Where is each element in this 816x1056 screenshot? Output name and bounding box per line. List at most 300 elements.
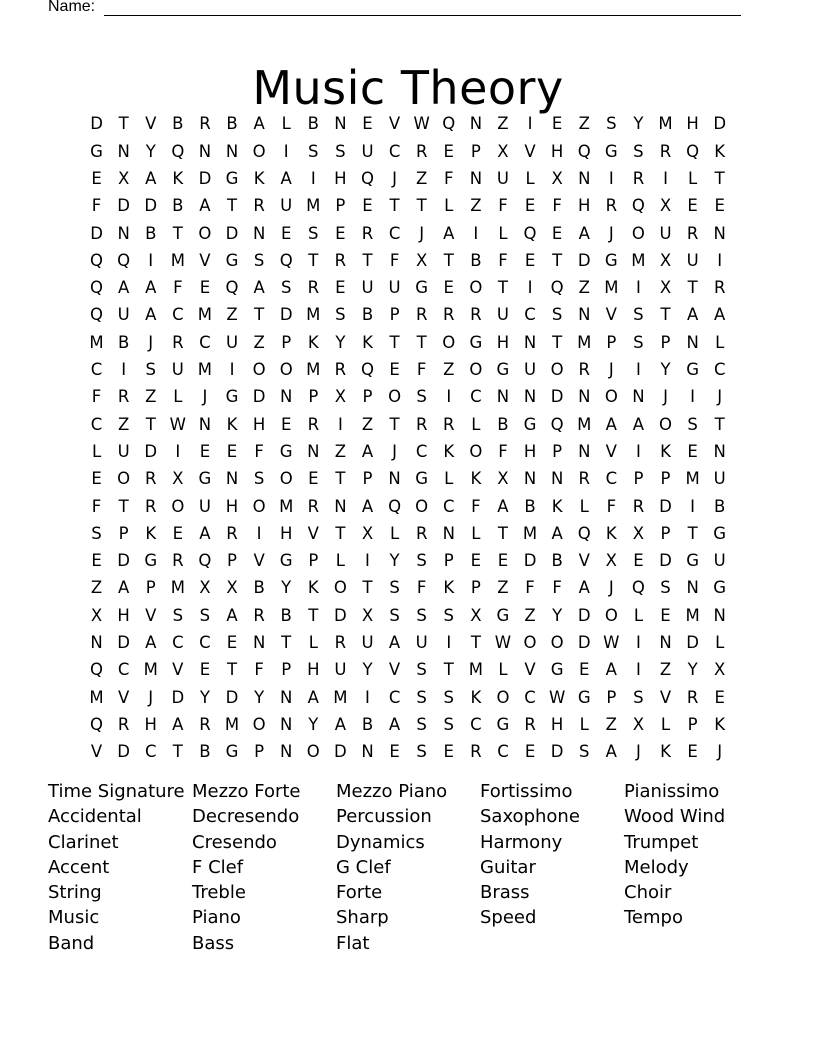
grid-row xyxy=(83,111,733,138)
word-bank-item: Sharp xyxy=(336,907,389,929)
grid-letter: P xyxy=(443,551,454,571)
grid-letter: F xyxy=(498,250,508,270)
grid-letter: R xyxy=(199,714,211,734)
grid-letter: O xyxy=(117,469,131,489)
grid-letter: C xyxy=(388,141,401,161)
grid-letter: Z xyxy=(659,660,672,680)
grid-letter: O xyxy=(306,742,320,762)
grid-letter: D xyxy=(577,605,591,625)
grid-letter: V xyxy=(388,660,401,680)
grid-letter: N xyxy=(578,387,591,407)
grid-letter: Z xyxy=(253,332,265,352)
grid-letter: Z xyxy=(226,305,238,325)
word-bank-item: Choir xyxy=(624,882,672,904)
grid-letter: Q xyxy=(577,141,591,161)
grid-letter: X xyxy=(416,250,428,270)
grid-letter: D xyxy=(225,223,239,243)
grid-letter: M xyxy=(197,305,213,325)
grid-letter: Q xyxy=(686,141,700,161)
grid-letter: U xyxy=(117,441,130,461)
word-bank-item: Dynamics xyxy=(336,831,425,853)
grid-letter: I xyxy=(148,250,154,270)
grid-letter: Y xyxy=(362,660,373,680)
grid-letter: E xyxy=(443,278,454,298)
grid-letter: X xyxy=(361,605,374,625)
grid-letter: I xyxy=(663,168,668,188)
grid-letter: N xyxy=(713,605,726,625)
grid-letter: L xyxy=(633,605,644,625)
grid-letter: I xyxy=(635,360,641,380)
grid-letter: E xyxy=(389,360,400,380)
grid-letter: Z xyxy=(90,578,103,598)
grid-letter: D xyxy=(144,441,158,461)
grid-letter: E xyxy=(660,605,671,625)
grid-letter: G xyxy=(415,469,429,489)
grid-letter: I xyxy=(365,551,370,571)
grid-letter: C xyxy=(470,387,482,407)
grid-letter: T xyxy=(362,250,373,270)
grid-letter: X xyxy=(714,660,726,680)
grid-letter: E xyxy=(443,742,454,762)
grid-letter: R xyxy=(117,714,130,734)
grid-letter: V xyxy=(605,305,617,325)
grid-letter: N xyxy=(307,441,320,461)
grid-letter: N xyxy=(469,114,483,134)
grid-letter: R xyxy=(145,496,157,516)
grid-letter: S xyxy=(416,742,427,762)
grid-letter: O xyxy=(252,714,266,734)
grid-letter: X xyxy=(659,196,672,216)
grid-row xyxy=(83,712,733,739)
grid-letter: A xyxy=(605,414,617,434)
grid-letter: J xyxy=(392,441,398,461)
grid-letter: M xyxy=(604,278,619,298)
grid-row xyxy=(83,466,733,493)
grid-letter: D xyxy=(334,605,347,625)
grid-letter: R xyxy=(253,196,265,216)
grid-letter: B xyxy=(361,714,374,734)
grid-letter: Z xyxy=(578,114,590,134)
grid-letter: C xyxy=(524,305,536,325)
grid-letter: K xyxy=(307,332,319,352)
word-bank-item: Piano xyxy=(192,907,241,929)
grid-row xyxy=(83,575,733,602)
grid-letter: Z xyxy=(443,360,455,380)
grid-letter: U xyxy=(415,633,428,653)
grid-letter: V xyxy=(307,523,319,543)
grid-letter: S xyxy=(443,714,454,734)
word-bank-item: Decresendo xyxy=(192,806,300,828)
grid-letter: O xyxy=(442,332,456,352)
grid-letter: E xyxy=(335,223,346,243)
grid-letter: Z xyxy=(117,414,130,434)
grid-letter: L xyxy=(579,714,589,734)
grid-letter: N xyxy=(388,469,401,489)
grid-letter: D xyxy=(659,496,672,516)
grid-letter: M xyxy=(89,332,104,352)
grid-letter: A xyxy=(361,441,374,461)
grid-letter: G xyxy=(496,714,510,734)
grid-letter: V xyxy=(388,114,401,134)
grid-letter: A xyxy=(388,714,401,734)
grid-letter: W xyxy=(603,633,620,653)
grid-letter: N xyxy=(686,332,699,352)
grid-letter: I xyxy=(527,278,533,298)
letter-grid xyxy=(83,111,733,766)
grid-letter: G xyxy=(144,551,158,571)
grid-letter: F xyxy=(498,441,508,461)
grid-letter: H xyxy=(686,114,699,134)
grid-letter: A xyxy=(578,223,590,243)
grid-letter: E xyxy=(91,551,102,571)
grid-letter: S xyxy=(416,605,427,625)
grid-letter: O xyxy=(631,223,645,243)
grid-letter: N xyxy=(632,387,645,407)
grid-letter: E xyxy=(687,196,698,216)
grid-letter: S xyxy=(416,687,427,707)
word-bank-item: Cresendo xyxy=(192,831,277,853)
grid-letter: N xyxy=(578,168,591,188)
grid-letter: K xyxy=(551,496,563,516)
grid-letter: I xyxy=(635,278,641,298)
grid-letter: I xyxy=(635,660,641,680)
grid-letter: R xyxy=(145,469,157,489)
grid-letter: S xyxy=(389,605,400,625)
grid-row xyxy=(83,220,733,247)
grid-letter: Y xyxy=(633,114,644,134)
grid-letter: Q xyxy=(198,551,212,571)
grid-letter: E xyxy=(443,141,454,161)
grid-letter: P xyxy=(362,387,373,407)
grid-letter: R xyxy=(578,360,590,380)
word-bank-item: Time Signature xyxy=(48,781,185,802)
grid-letter: P xyxy=(660,332,671,352)
grid-letter: I xyxy=(635,441,641,461)
word-bank xyxy=(48,779,768,956)
grid-letter: O xyxy=(496,687,510,707)
grid-letter: A xyxy=(253,278,265,298)
grid-letter: S xyxy=(633,141,644,161)
grid-letter: X xyxy=(199,578,211,598)
grid-letter: A xyxy=(307,687,319,707)
word-bank-item: Harmony xyxy=(480,831,563,853)
grid-letter: E xyxy=(199,660,211,680)
grid-letter: W xyxy=(548,687,566,707)
grid-letter: T xyxy=(226,196,238,216)
grid-letter: A xyxy=(199,523,211,543)
grid-letter: T xyxy=(552,250,563,270)
grid-letter: E xyxy=(579,660,590,680)
grid-row xyxy=(83,302,733,329)
grid-letter: S xyxy=(308,223,319,243)
grid-letter: O xyxy=(198,223,212,243)
grid-letter: K xyxy=(443,578,455,598)
grid-letter: Q xyxy=(631,196,645,216)
grid-letter: W xyxy=(494,633,512,653)
grid-row xyxy=(83,739,733,766)
grid-letter: R xyxy=(334,250,347,270)
word-bank-item: Brass xyxy=(480,882,530,904)
name-line[interactable] xyxy=(104,15,741,16)
grid-letter: H xyxy=(550,714,564,734)
grid-letter: B xyxy=(226,114,238,134)
grid-letter: H xyxy=(279,523,293,543)
word-bank-item: F Clef xyxy=(192,856,244,878)
grid-letter: J xyxy=(717,387,723,407)
grid-letter: R xyxy=(334,633,347,653)
grid-letter: G xyxy=(225,742,239,762)
name-label: Name: xyxy=(48,0,96,15)
grid-letter: V xyxy=(117,687,130,707)
grid-letter: L xyxy=(471,523,481,543)
grid-letter: U xyxy=(713,469,726,489)
grid-letter: B xyxy=(307,114,319,134)
grid-letter: D xyxy=(90,114,103,134)
grid-letter: D xyxy=(117,633,130,653)
grid-letter: M xyxy=(306,305,321,325)
word-bank-item: Mezzo Forte xyxy=(192,781,301,802)
grid-letter: R xyxy=(117,387,130,407)
grid-letter: X xyxy=(226,578,238,598)
grid-letter: B xyxy=(524,496,536,516)
grid-letter: N xyxy=(252,633,266,653)
grid-letter: C xyxy=(199,332,211,352)
grid-letter: U xyxy=(225,332,239,352)
grid-letter: D xyxy=(117,196,130,216)
grid-letter: F xyxy=(498,196,508,216)
grid-letter: T xyxy=(389,332,400,352)
grid-letter: B xyxy=(714,496,726,516)
grid-letter: L xyxy=(579,496,589,516)
grid-letter: M xyxy=(170,250,185,270)
grid-letter: L xyxy=(335,551,345,571)
grid-letter: O xyxy=(469,278,483,298)
grid-letter: E xyxy=(280,414,292,434)
grid-letter: F xyxy=(416,360,427,380)
grid-letter: K xyxy=(253,168,265,188)
grid-letter: N xyxy=(496,387,510,407)
grid-row xyxy=(83,329,733,356)
grid-letter: Y xyxy=(687,660,698,680)
grid-letter: B xyxy=(470,250,482,270)
grid-letter: Y xyxy=(254,687,265,707)
grid-letter: J xyxy=(608,360,614,380)
grid-letter: C xyxy=(172,305,184,325)
grid-letter: G xyxy=(198,469,212,489)
grid-letter: N xyxy=(713,441,726,461)
grid-letter: N xyxy=(578,305,591,325)
grid-row xyxy=(83,193,733,220)
grid-letter: R xyxy=(713,278,726,298)
grid-letter: Y xyxy=(145,141,156,161)
grid-letter: V xyxy=(90,742,103,762)
grid-letter: O xyxy=(252,496,266,516)
grid-letter: C xyxy=(470,714,482,734)
grid-letter: D xyxy=(117,742,130,762)
grid-letter: S xyxy=(172,605,184,625)
grid-letter: K xyxy=(145,523,157,543)
grid-letter: R xyxy=(172,551,184,571)
grid-letter: T xyxy=(660,305,671,325)
grid-letter: R xyxy=(361,223,374,243)
grid-letter: E xyxy=(551,223,563,243)
grid-letter: N xyxy=(578,441,591,461)
grid-letter: O xyxy=(469,441,483,461)
grid-letter: S xyxy=(91,523,102,543)
grid-letter: Z xyxy=(578,278,590,298)
grid-row xyxy=(83,275,733,302)
grid-letter: O xyxy=(252,360,266,380)
grid-letter: Q xyxy=(442,114,456,134)
grid-row xyxy=(83,411,733,438)
grid-letter: B xyxy=(145,223,157,243)
grid-letter: R xyxy=(199,114,211,134)
grid-letter: J xyxy=(635,742,641,762)
grid-letter: U xyxy=(361,141,374,161)
grid-letter: J xyxy=(663,387,668,407)
grid-letter: N xyxy=(198,141,212,161)
grid-row xyxy=(83,657,733,684)
grid-letter: U xyxy=(361,278,374,298)
grid-letter: Z xyxy=(497,578,509,598)
grid-letter: Q xyxy=(279,250,293,270)
grid-letter: R xyxy=(659,141,672,161)
grid-letter: R xyxy=(253,605,265,625)
grid-letter: D xyxy=(577,633,591,653)
grid-letter: Q xyxy=(117,250,131,270)
grid-letter: N xyxy=(280,687,293,707)
grid-letter: K xyxy=(362,332,373,352)
grid-letter: C xyxy=(144,742,157,762)
grid-letter: T xyxy=(118,496,129,516)
grid-letter: O xyxy=(171,496,185,516)
grid-letter: L xyxy=(498,660,508,680)
grid-letter: E xyxy=(524,742,536,762)
grid-letter: E xyxy=(335,278,346,298)
grid-row xyxy=(83,384,733,411)
grid-letter: R xyxy=(470,305,482,325)
grid-letter: Y xyxy=(552,605,563,625)
grid-letter: W xyxy=(169,414,186,434)
grid-letter: R xyxy=(307,278,320,298)
grid-letter: Q xyxy=(90,660,104,680)
grid-letter: N xyxy=(442,523,455,543)
grid-letter: P xyxy=(470,141,481,161)
grid-letter: G xyxy=(686,360,699,380)
grid-letter: I xyxy=(310,168,316,188)
grid-letter: Z xyxy=(334,441,347,461)
grid-letter: G xyxy=(496,605,510,625)
grid-letter: U xyxy=(713,551,726,571)
grid-letter: E xyxy=(226,441,238,461)
grid-letter: M xyxy=(631,250,646,270)
grid-letter: G xyxy=(279,441,293,461)
grid-row xyxy=(83,548,733,575)
grid-letter: U xyxy=(171,360,184,380)
grid-letter: C xyxy=(117,660,130,680)
grid-letter: I xyxy=(690,496,696,516)
grid-letter: P xyxy=(227,551,237,571)
grid-letter: P xyxy=(687,714,698,734)
grid-letter: I xyxy=(473,223,479,243)
grid-letter: T xyxy=(254,305,265,325)
grid-letter: U xyxy=(198,496,211,516)
grid-letter: S xyxy=(633,305,644,325)
grid-letter: P xyxy=(606,687,617,707)
grid-letter: U xyxy=(496,168,509,188)
grid-letter: F xyxy=(471,496,481,516)
grid-letter: J xyxy=(608,223,614,243)
grid-letter: S xyxy=(660,578,671,598)
word-bank-item: Clarinet xyxy=(48,831,119,853)
grid-letter: K xyxy=(660,742,671,762)
grid-letter: R xyxy=(415,141,428,161)
grid-letter: M xyxy=(333,687,348,707)
grid-letter: X xyxy=(117,168,130,188)
grid-letter: S xyxy=(578,742,590,762)
grid-letter: H xyxy=(550,141,564,161)
grid-letter: D xyxy=(550,387,564,407)
grid-letter: P xyxy=(552,441,563,461)
grid-letter: R xyxy=(226,523,238,543)
grid-letter: P xyxy=(118,523,129,543)
grid-letter: J xyxy=(608,578,614,598)
grid-letter: N xyxy=(550,469,564,489)
grid-letter: G xyxy=(469,332,483,352)
grid-letter: T xyxy=(497,278,508,298)
grid-letter: S xyxy=(416,660,427,680)
grid-letter: A xyxy=(145,633,157,653)
grid-letter: R xyxy=(605,196,618,216)
grid-letter: L xyxy=(498,223,508,243)
grid-letter: Q xyxy=(90,714,104,734)
grid-letter: A xyxy=(280,168,292,188)
grid-letter: G xyxy=(225,387,239,407)
grid-letter: U xyxy=(388,278,401,298)
grid-letter: J xyxy=(419,223,425,243)
grid-letter: A xyxy=(253,114,265,134)
grid-letter: E xyxy=(470,551,482,571)
grid-letter: X xyxy=(497,469,509,489)
grid-letter: F xyxy=(254,441,264,461)
grid-letter: L xyxy=(715,332,725,352)
grid-letter: V xyxy=(253,551,265,571)
grid-letter: S xyxy=(335,141,346,161)
grid-letter: P xyxy=(281,332,292,352)
grid-letter: V xyxy=(199,250,211,270)
word-bank-item: Treble xyxy=(192,882,246,904)
grid-letter: M xyxy=(658,114,673,134)
grid-letter: P xyxy=(308,387,319,407)
grid-letter: C xyxy=(497,742,509,762)
grid-letter: F xyxy=(552,196,562,216)
grid-letter: A xyxy=(551,523,563,543)
grid-letter: H xyxy=(334,168,347,188)
grid-letter: N xyxy=(280,714,293,734)
grid-letter: I xyxy=(690,387,696,407)
grid-letter: T xyxy=(416,196,427,216)
grid-letter: R xyxy=(415,305,428,325)
grid-letter: N xyxy=(252,223,266,243)
grid-letter: R xyxy=(334,360,347,380)
grid-letter: A xyxy=(578,578,590,598)
grid-row xyxy=(83,247,733,274)
grid-letter: D xyxy=(117,551,130,571)
grid-letter: H xyxy=(117,605,130,625)
word-bank-item: Guitar xyxy=(480,856,536,878)
grid-letter: A xyxy=(605,660,617,680)
grid-letter: N xyxy=(523,387,537,407)
